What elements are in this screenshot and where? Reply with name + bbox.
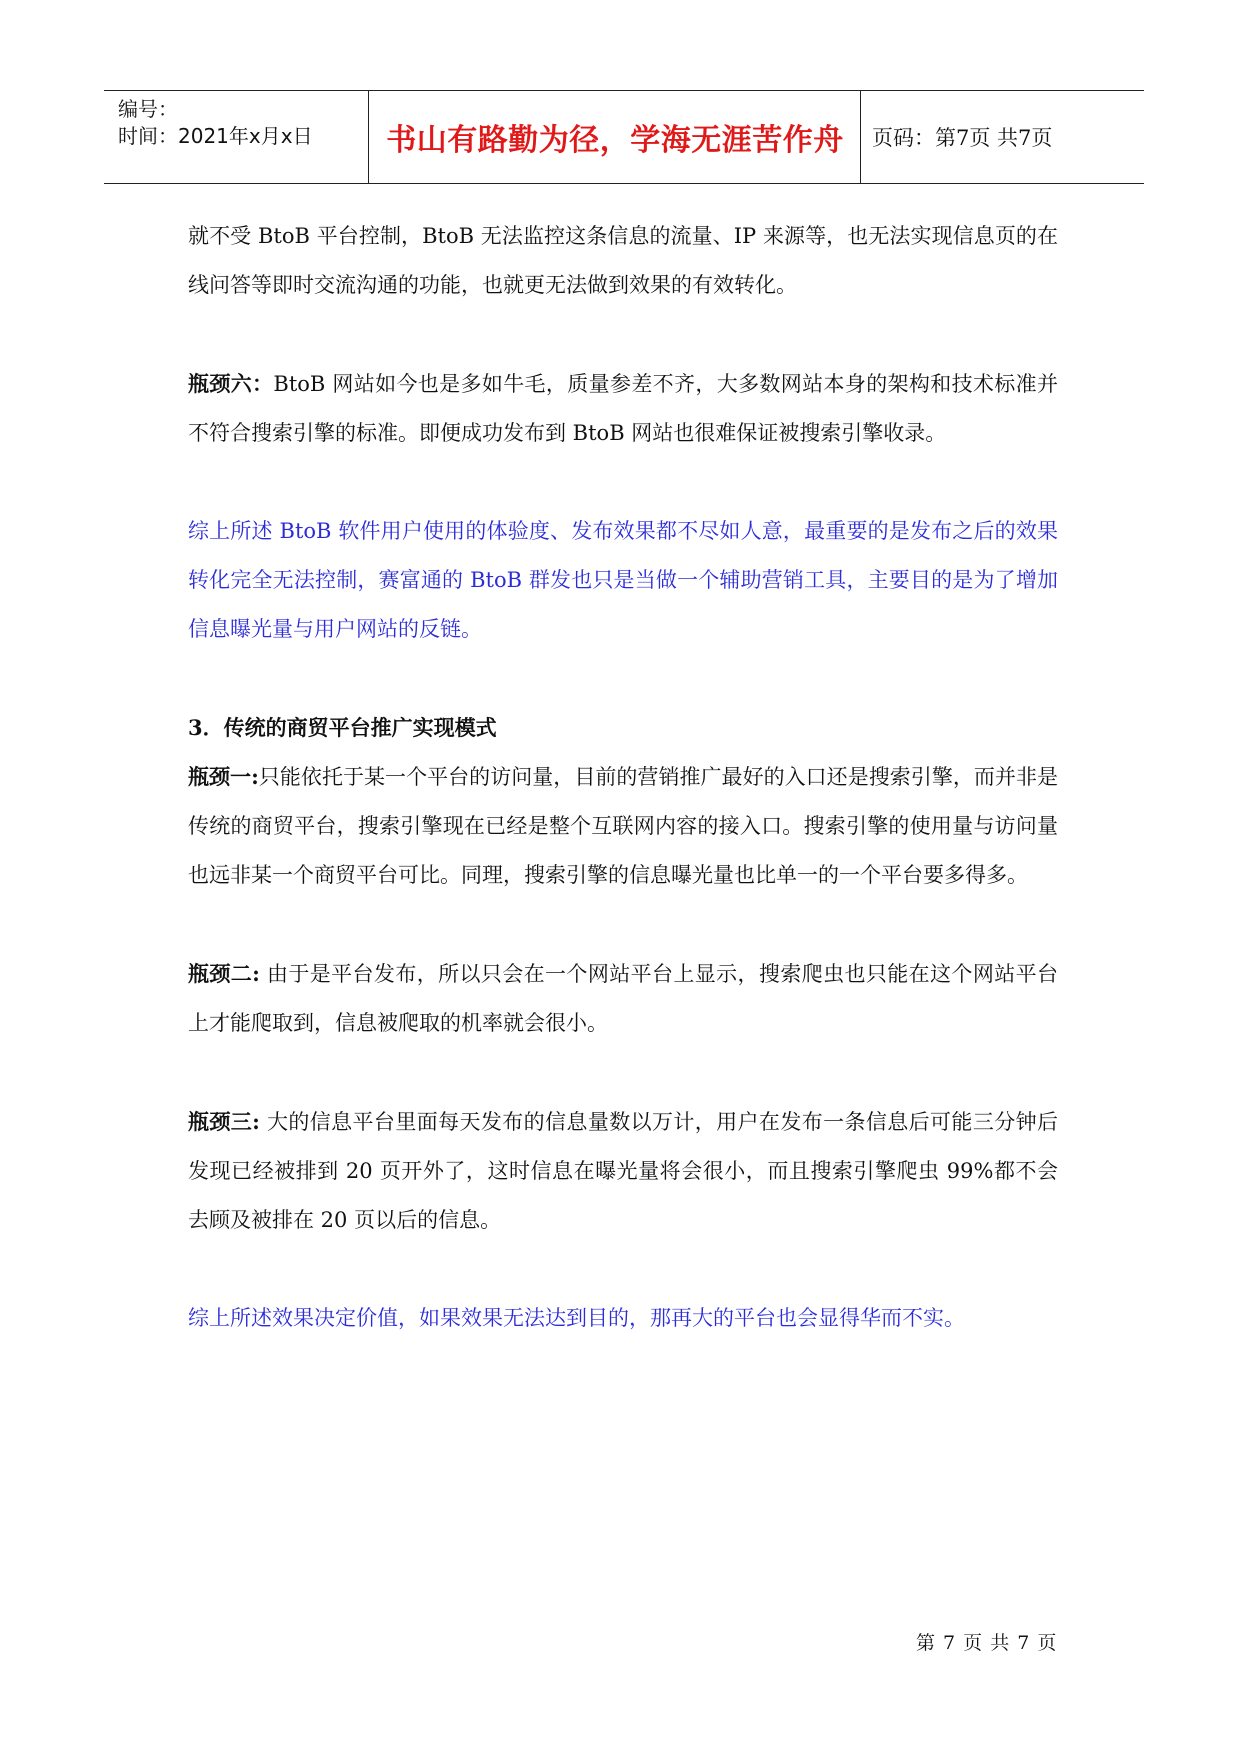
bottleneck-label: 瓶颈三: — [188, 1109, 260, 1134]
page-footer-number: 第 7 页 共 7 页 — [916, 1632, 1058, 1654]
document-body — [188, 212, 1058, 1343]
header-divider — [368, 91, 369, 183]
document-header — [104, 90, 1144, 184]
bottleneck-text: 大的信息平台里面每天发布的信息量数以万计，用户在发布一条信息后可能三分钟后发现已经被排到 20 页开外了，这时信息在曝光量将会很小，而且搜索引擎爬虫 99%都不会去顾及被排在 20 页以后的信息。 — [188, 1110, 1058, 1232]
paragraph-bottleneck-two — [188, 949, 1058, 1048]
header-motto: 书山有路勤为径，学海无涯苦作舟 — [386, 123, 844, 158]
paragraph-bottleneck-one — [188, 752, 1058, 900]
section-heading: 3．传统的商贸平台推广实现模式 — [188, 715, 497, 740]
bottleneck-text: BtoB 网站如今也是多如牛毛，质量参差不齐，大多数网站本身的架构和技术标准并不符合搜索引擎的标准。即便成功发布到 BtoB 网站也很难保证被搜索引擎收录。 — [188, 372, 1059, 445]
paragraph-summary-btob: 综上所述 BtoB 软件用户使用的体验度、发布效果都不尽如人意，最重要的是发布之后的效果转化完全无法控制，赛富通的 BtoB 群发也只是当做一个辅助营销工具，主要目的是为了增加信息曝光量与用户网站的反链。 — [188, 519, 1058, 641]
paragraph-bottleneck-six — [188, 359, 1058, 458]
header-page-info: 页码：第7页 共7页 — [872, 126, 1053, 150]
time-label: 时间：2021年x月x日 — [118, 124, 313, 148]
header-divider — [860, 91, 861, 183]
bottleneck-text: 只能依托于某一个平台的访问量，目前的营销推广最好的入口还是搜索引擎，而并非是传统的商贸平台，搜索引擎现在已经是整个互联网内容的接入口。搜索引擎的使用量与访问量也远非某一个商贸平台可比。同理，搜索引擎的信息曝光量也比单一的一个平台要多得多。 — [188, 765, 1058, 887]
bottleneck-label: 瓶颈一: — [188, 764, 259, 789]
bottleneck-text: 由于是平台发布，所以只会在一个网站平台上显示，搜索爬虫也只能在这个网站平台上才能爬取到，信息被爬取的机率就会很小。 — [188, 962, 1058, 1035]
paragraph-summary-platform: 综上所述效果决定价值，如果效果无法达到目的，那再大的平台也会显得华而不实。 — [188, 1306, 965, 1330]
number-label: 编号： — [118, 97, 178, 121]
header-meta — [118, 91, 368, 183]
paragraph-bottleneck-three — [188, 1097, 1058, 1245]
bottleneck-label: 瓶颈六： — [188, 371, 274, 396]
paragraph-btob-control: 就不受 BtoB 平台控制，BtoB 无法监控这条信息的流量、IP 来源等，也无法实现信息页的在线问答等即时交流沟通的功能，也就更无法做到效果的有效转化。 — [188, 224, 1058, 297]
bottleneck-label: 瓶颈二: — [188, 961, 260, 986]
